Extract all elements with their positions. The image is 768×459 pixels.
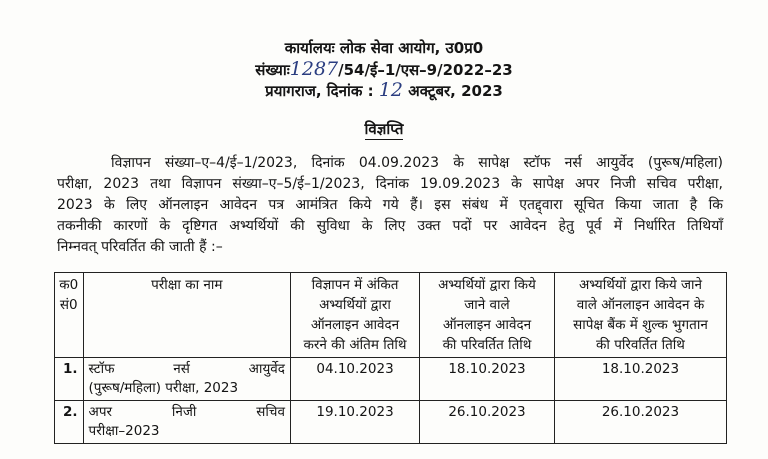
exam-name: स्टॉफ नर्स आयुर्वेद (पुरूष/महिला) परीक्षा, 2023 <box>83 358 290 401</box>
handwritten-number: 1287 <box>289 58 339 80</box>
paragraph-line: तकनीकी कारणों के दृष्टिगत अभ्यर्थियों की सुविधा के लिए उक्त पदों पर आवेदन हेतु पूर्व में निर्धारित तिथियॉं <box>57 218 723 234</box>
serial-no: 2. <box>55 401 84 444</box>
exam-name: अपर निजी सचिव परीक्षा–2023 <box>83 401 290 444</box>
table-row <box>55 401 727 444</box>
place-date-line <box>0 79 768 101</box>
serial-no: 1. <box>55 358 84 401</box>
last-date: 19.10.2023 <box>290 401 419 444</box>
table-header-row <box>55 273 727 358</box>
handwritten-date: 12 <box>378 79 404 101</box>
office-heading <box>0 38 768 58</box>
header-exam-name: परीक्षा का नाम <box>83 273 290 358</box>
header-revised-application-date: अभ्यर्थियों द्वारा किये जाने वाले ऑनलाइन आवेदन की परिवर्तित तिथि <box>420 273 555 358</box>
header-serial-no: क0 सं0 <box>55 273 84 358</box>
notice-paragraph <box>57 153 723 258</box>
paragraph-line: परीक्षा, 2023 तथा विज्ञापन संख्या–ए–5/ई–1/2023, दिनांक 19.09.2023 के सापेक्ष अपर निजी सचिव परीक्षा, <box>57 176 723 192</box>
notice-title <box>0 119 768 139</box>
revised-fee-date: 18.10.2023 <box>554 358 726 401</box>
schedule-table <box>54 272 727 444</box>
paragraph-line: निम्नवत् परिवर्तित की जाती हैं :– <box>57 239 223 255</box>
notice-title-text: विज्ञप्ति <box>364 120 404 138</box>
paragraph-line: विज्ञापन संख्या–ए–4/ई–1/2023, दिनांक 04.09.2023 के सापेक्ष स्टॉफ नर्स आयुर्वेद (पुरूष/महिला) <box>111 155 723 171</box>
date-rest: अक्टूबर, 2023 <box>408 82 503 100</box>
table-row <box>55 358 727 401</box>
place-label: प्रयागराज, दिनांक : <box>265 82 374 100</box>
paragraph-line: 2023 के लिए ऑनलाइन आवेदन पत्र आमंत्रित किये गये हैं। इस संबंध में एतद्द्वारा सूचित किया जाता है कि <box>57 197 723 213</box>
last-date: 04.10.2023 <box>290 358 419 401</box>
header-last-date: विज्ञापन में अंकित अभ्यर्थियों द्वारा ऑनलाइन आवेदन करने की अंतिम तिथि <box>290 273 419 358</box>
header-revised-fee-date: अभ्यर्थियों द्वारा किये जाने वाले ऑनलाइन आवेदन के सापेक्ष बैंक में शुल्क भुगतान की परिवर्तित तिथि <box>554 273 726 358</box>
revised-fee-date: 26.10.2023 <box>554 401 726 444</box>
revised-application-date: 18.10.2023 <box>420 358 555 401</box>
letter-number-rest: /54/ई–1/एस–9/2022–23 <box>338 61 513 79</box>
revised-application-date: 26.10.2023 <box>420 401 555 444</box>
office-name: कार्यालयः लोक सेवा आयोग, उ0प्र0 <box>284 39 484 57</box>
letter-number-label: संख्याः <box>255 61 290 79</box>
letter-number <box>0 58 768 80</box>
